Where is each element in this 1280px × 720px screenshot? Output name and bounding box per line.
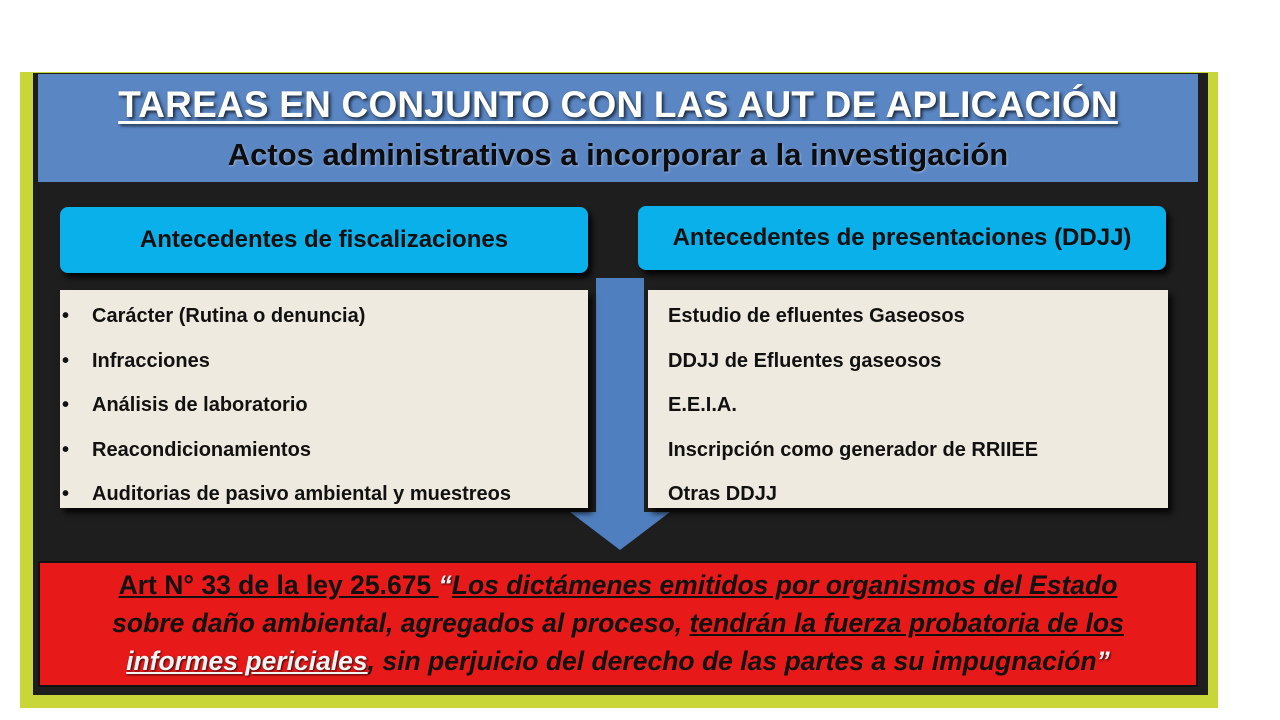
article-quote-text xyxy=(42,566,1194,680)
quote-part-3: tendrán la fuerza probatoria de los xyxy=(689,608,1124,638)
article-reference: Art N° 33 de la ley 25.675 xyxy=(118,570,439,600)
list-item: DDJJ de Efluentes gaseosos xyxy=(668,349,942,372)
presentaciones-list-box xyxy=(648,290,1168,508)
list-item: Estudio de efluentes Gaseosos xyxy=(668,305,965,327)
fiscalizaciones-list-box xyxy=(60,290,588,508)
bullet: • xyxy=(62,305,70,327)
presentaciones-heading xyxy=(638,206,1166,270)
page-subtitle: Actos administrativos a incorporar a la investigación xyxy=(227,137,1009,172)
open-quote: “ xyxy=(438,570,452,600)
bullet: • xyxy=(62,438,70,461)
list-item: • Carácter (Rutina o denuncia) xyxy=(60,300,588,345)
quote-part-1: Los dictámenes emitidos por organismos del Estado xyxy=(451,570,1118,600)
presentaciones-list xyxy=(648,300,1168,523)
quote-part-5: , sin perjuicio del derecho de las partes a su impugnación xyxy=(367,646,1097,676)
bullet: • xyxy=(62,483,70,505)
fiscalizaciones-heading-label: Antecedentes de fiscalizaciones xyxy=(139,226,509,253)
page-title: TAREAS EN CONJUNTO CON LAS AUT DE APLICACIÓN xyxy=(118,84,1118,125)
list-item: Otras DDJJ xyxy=(668,483,777,505)
quote-part-4: informes periciales xyxy=(126,646,368,676)
fiscalizaciones-list xyxy=(60,300,588,523)
bullet: • xyxy=(62,349,70,372)
list-item: • Auditorias de pasivo ambiental y muestreos xyxy=(60,478,588,523)
list-item: • Análisis de laboratorio xyxy=(60,389,588,434)
list-item: • Infracciones xyxy=(60,345,588,390)
list-item: E.E.I.A. xyxy=(668,394,737,416)
fiscalizaciones-heading xyxy=(60,207,588,273)
quote-part-2: sobre daño ambiental, agregados al proceso, xyxy=(112,608,690,638)
list-item: Inscripción como generador de RRIIEE xyxy=(668,438,1039,461)
close-quote: ” xyxy=(1096,646,1110,676)
presentaciones-heading-label: Antecedentes de presentaciones (DDJJ) xyxy=(672,224,1132,251)
list-item: • Reacondicionamientos xyxy=(60,434,588,479)
bullet: • xyxy=(62,394,70,416)
